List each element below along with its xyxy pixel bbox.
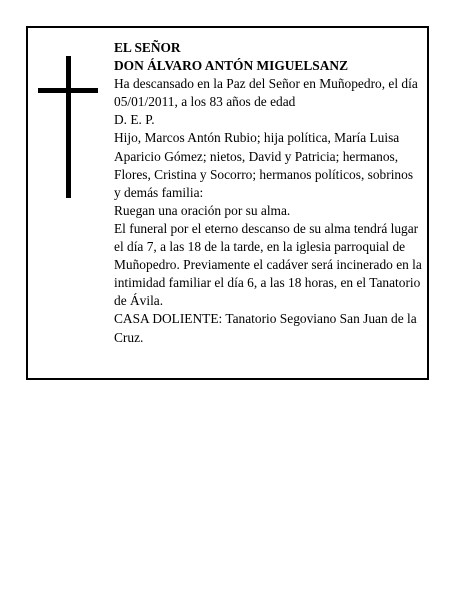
notice-family-list: Hijo, Marcos Antón Rubio; hija política, María Luisa Aparicio Gómez; nietos, David y Patricia; hermanos, Flores, Cristina y Socorro; hermanos políticos, sobrinos y demás familia: — [114, 130, 414, 200]
obituary-notice — [26, 26, 429, 380]
notice-text — [114, 39, 422, 347]
cross-vertical-bar — [66, 56, 71, 198]
notice-prayer-request: Ruegan una oración por su alma. — [114, 202, 291, 218]
notice-rip: D. E. P. — [114, 112, 155, 128]
notice-funeral-details: El funeral por el eterno descanso de su alma tendrá lugar el día 7, a las 18 de la tarde, en la iglesia parroquial de Muñopedro. Previamente el cadáver será incinerado en la intimidad familiar el día 6, a las 18 horas, en el Tanatorio de Ávila. — [114, 220, 422, 309]
notice-death-statement: Ha descansado en la Paz del Señor en Muñopedro, el día 05/01/2011, a los 83 años de edad — [114, 76, 418, 110]
notice-heading-title: EL SEÑOR — [114, 40, 181, 55]
cross-icon — [38, 56, 98, 198]
cross-horizontal-bar — [38, 88, 98, 93]
notice-mourning-house: CASA DOLIENTE: Tanatorio Segoviano San Juan de la Cruz. — [114, 311, 417, 345]
notice-heading-name: DON ÁLVARO ANTÓN MIGUELSANZ — [114, 58, 349, 74]
